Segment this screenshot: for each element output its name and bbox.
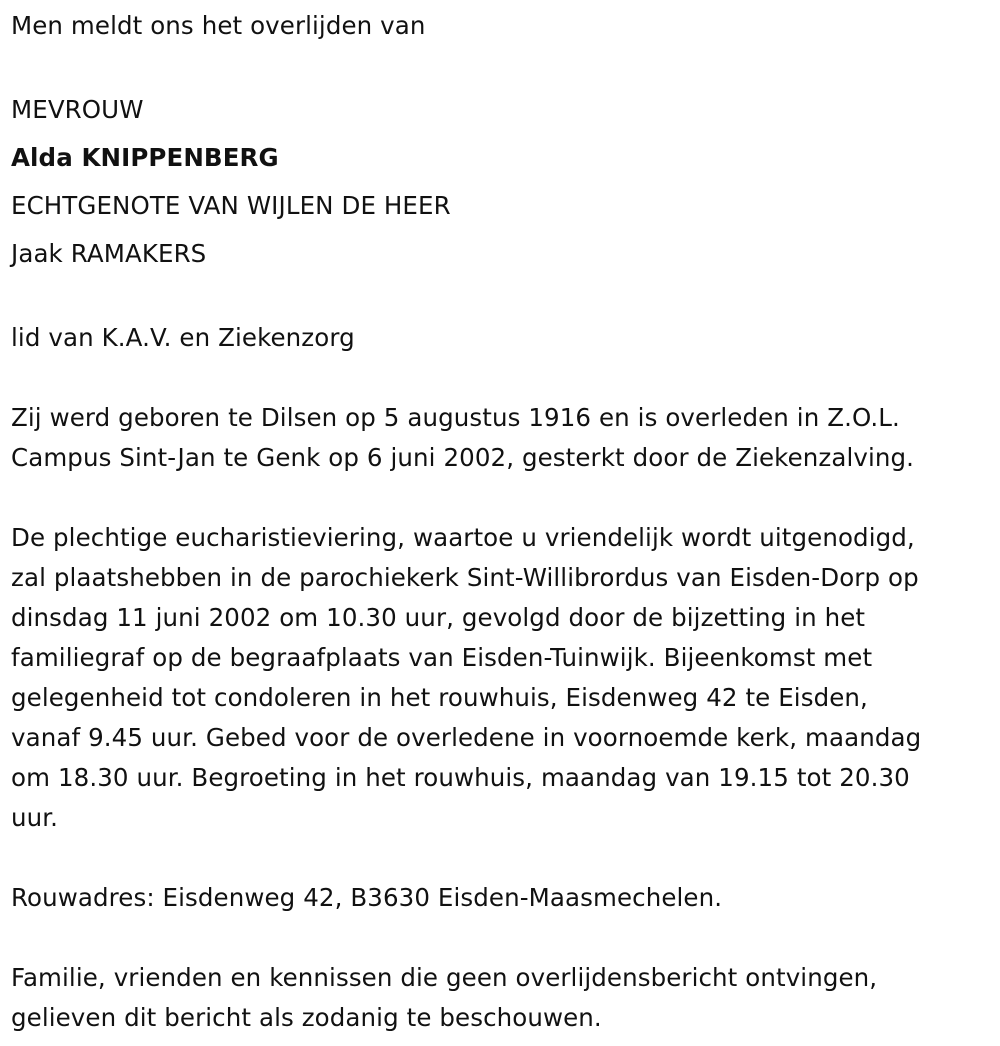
mourning-address: Rouwadres: Eisdenweg 42, B3630 Eisden-Maasmechelen. <box>11 883 723 912</box>
spouse-name: Jaak RAMAKERS <box>11 239 207 268</box>
paragraph-line: gelegenheid tot condoleren in het rouwhuis, Eisdenweg 42 te Eisden, <box>11 683 868 712</box>
paragraph-line: Campus Sint-Jan te Genk op 6 juni 2002, gesterkt door de Ziekenzalving. <box>11 443 915 472</box>
ceremony-paragraph <box>11 518 1000 838</box>
paragraph-line: om 18.30 uur. Begroeting in het rouwhuis, maandag van 19.15 tot 20.30 <box>11 763 910 792</box>
intro-text: Men meldt ons het overlijden van <box>11 11 426 40</box>
paragraph-line: vanaf 9.45 uur. Gebed voor de overledene in voornoemde kerk, maandag <box>11 723 922 752</box>
deceased-name: Alda KNIPPENBERG <box>11 143 279 172</box>
paragraph-line: dinsdag 11 juni 2002 om 10.30 uur, gevolgd door de bijzetting in het <box>11 603 866 632</box>
paragraph-line: Zij werd geboren te Dilsen op 5 augustus 1916 en is overleden in Z.O.L. <box>11 403 900 432</box>
paragraph-line: uur. <box>11 803 59 832</box>
closing-paragraph <box>11 958 1000 1038</box>
paragraph-line: zal plaatshebben in de parochiekerk Sint-Willibrordus van Eisden-Dorp op <box>11 563 919 592</box>
paragraph-line: gelieven dit bericht als zodanig te beschouwen. <box>11 1003 602 1032</box>
birth-death-paragraph <box>11 398 1000 478</box>
paragraph-line: familiegraf op de begraafplaats van Eisden-Tuinwijk. Bijeenkomst met <box>11 643 873 672</box>
honorific: MEVROUW <box>11 95 144 124</box>
paragraph-line: Familie, vrienden en kennissen die geen overlijdensbericht ontvingen, <box>11 963 878 992</box>
relation-text: ECHTGENOTE VAN WIJLEN DE HEER <box>11 191 451 220</box>
membership-text: lid van K.A.V. en Ziekenzorg <box>11 323 355 352</box>
paragraph-line: De plechtige eucharistieviering, waartoe u vriendelijk wordt uitgenodigd, <box>11 523 915 552</box>
